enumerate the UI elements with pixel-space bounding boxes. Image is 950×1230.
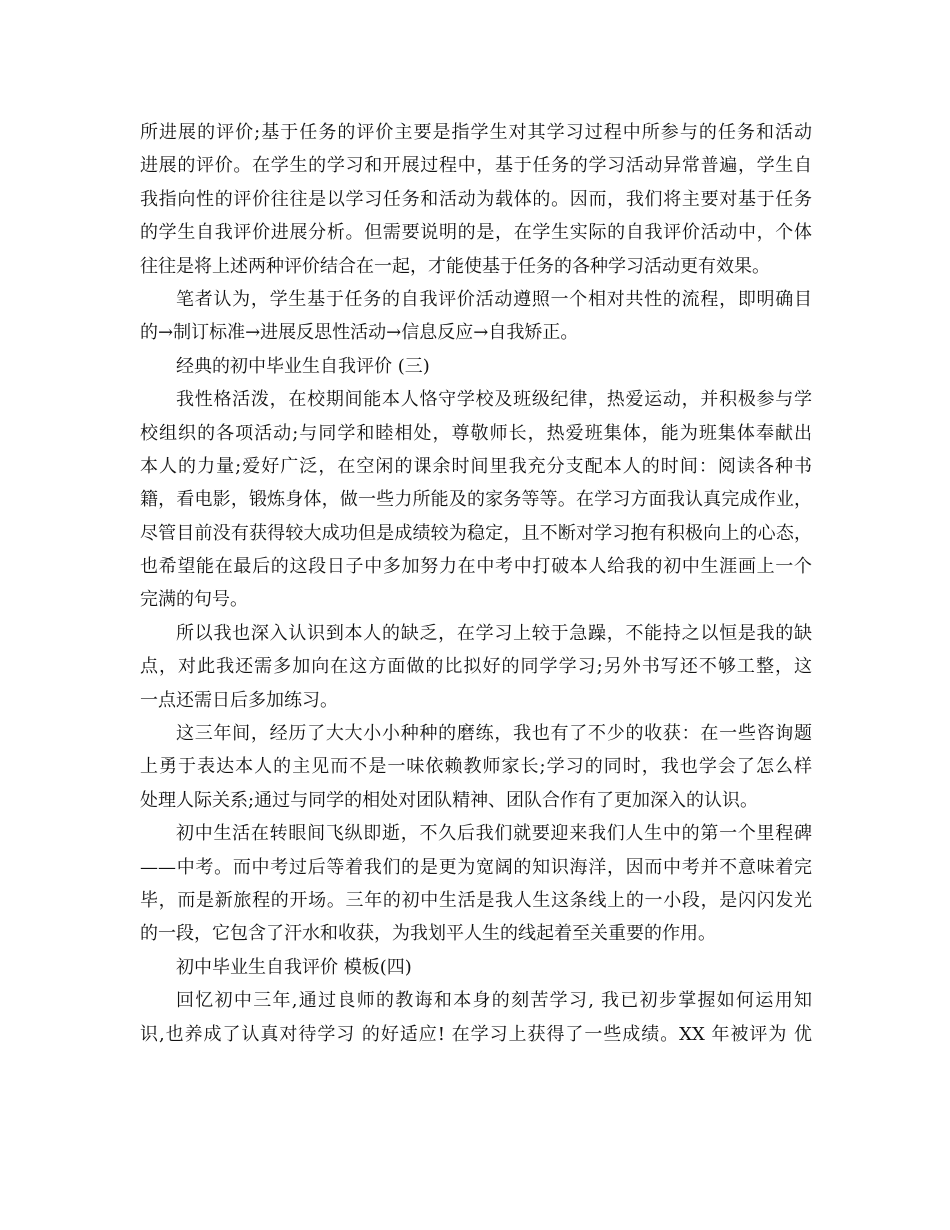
text-line: 初中生活在转眼间飞纵即逝，不久后我们就要迎来我们人生中的第一个里程碑 [176,823,812,845]
text-line: 所以我也深入认识到本人的缺乏，在学习上较于急躁，不能持之以恒是我的缺 [176,622,812,644]
text-line: 本人的力量;爱好广泛，在空闲的课余时间里我充分支配本人的时间：阅读各种书 [140,455,812,477]
text-line: 上勇于表达本人的主见而不是一味依赖教师家长;学习的同时，我也学会了怎么样 [140,756,812,778]
paragraph [140,817,812,951]
text-line: 校组织的各项活动;与同学和睦相处，尊敬师长，热爱班集体，能为班集体奉献出 [140,422,812,444]
paragraph [140,383,812,617]
text-line: 笔者认为，学生基于任务的自我评价活动遵照一个相对共性的流程，即明确目 [176,288,812,310]
text-line: 进展的评价。在学生的学习和开展过程中，基于任务的学习活动异常普遍，学生自 [140,155,812,177]
paragraph [140,617,812,717]
section-heading: 经典的初中毕业生自我评价 (三) [176,355,430,377]
text-line: 毕，而是新旅程的开场。三年的初中生活是我人生这条线上的一小段，是闪闪发光 [140,889,812,911]
document-page [140,116,812,1051]
text-line: 尽管目前没有获得较大成功但是成绩较为稳定，且不断对学习抱有积极向上的心态， [140,522,812,544]
text-line: 我性格活泼，在校期间能本人恪守学校及班级纪律，热爱运动，并积极参与学 [176,389,812,411]
text-line: 的一段，它包含了汗水和收获，为我划平人生的线起着至关重要的作用。 [140,923,716,945]
text-line: 完满的句号。 [140,589,248,611]
section-heading: 初中毕业生自我评价 模板(四) [176,956,412,978]
paragraph [140,984,812,1051]
text-line: 往往是将上述两种评价结合在一起，才能使基于任务的各种学习活动更有效果。 [140,255,770,277]
text-line: 点，对此我还需多加向在这方面做的比拟好的同学学习;另外书写还不够工整，这 [140,656,812,678]
text-line: 籍，看电影，锻炼身体，做一些力所能及的家务等等。在学习方面我认真完成作业， [140,489,812,511]
text-line: 也希望能在最后的这段日子中多加努力在中考中打破本人给我的初中生涯画上一个 [140,556,812,578]
text-line: 识,也养成了认真对待学习 的好适应! 在学习上获得了一些成绩。XX 年被评为 优 [140,1023,812,1045]
text-line: 所进展的评价;基于任务的评价主要是指学生对其学习过程中所参与的任务和活动 [140,122,812,143]
paragraph [140,717,812,817]
text-line: 的→制订标准→进展反思性活动→信息反应→自我矫正。 [140,322,579,344]
text-line: 的学生自我评价进展分析。但需要说明的是，在学生实际的自我评价活动中，个体 [140,222,812,244]
text-line: 一点还需日后多加练习。 [140,689,338,711]
text-line: 我指向性的评价往往是以学习任务和活动为载体的。因而，我们将主要对基于任务 [140,188,812,210]
text-line: 回忆初中三年,通过良师的教诲和本身的刻苦学习, 我已初步掌握如何运用知 [176,990,812,1012]
text-line: 这三年间，经历了大大小小种种的磨练，我也有了不少的收获：在一些咨询题 [176,723,812,745]
paragraph [140,283,812,350]
text-line: ——中考。而中考过后等着我们的是更为宽阔的知识海洋，因而中考并不意味着完 [140,856,812,878]
text-line: 处理人际关系;通过与同学的相处对团队精神、团队合作有了更加深入的认识。 [140,789,759,811]
paragraph [140,116,812,283]
